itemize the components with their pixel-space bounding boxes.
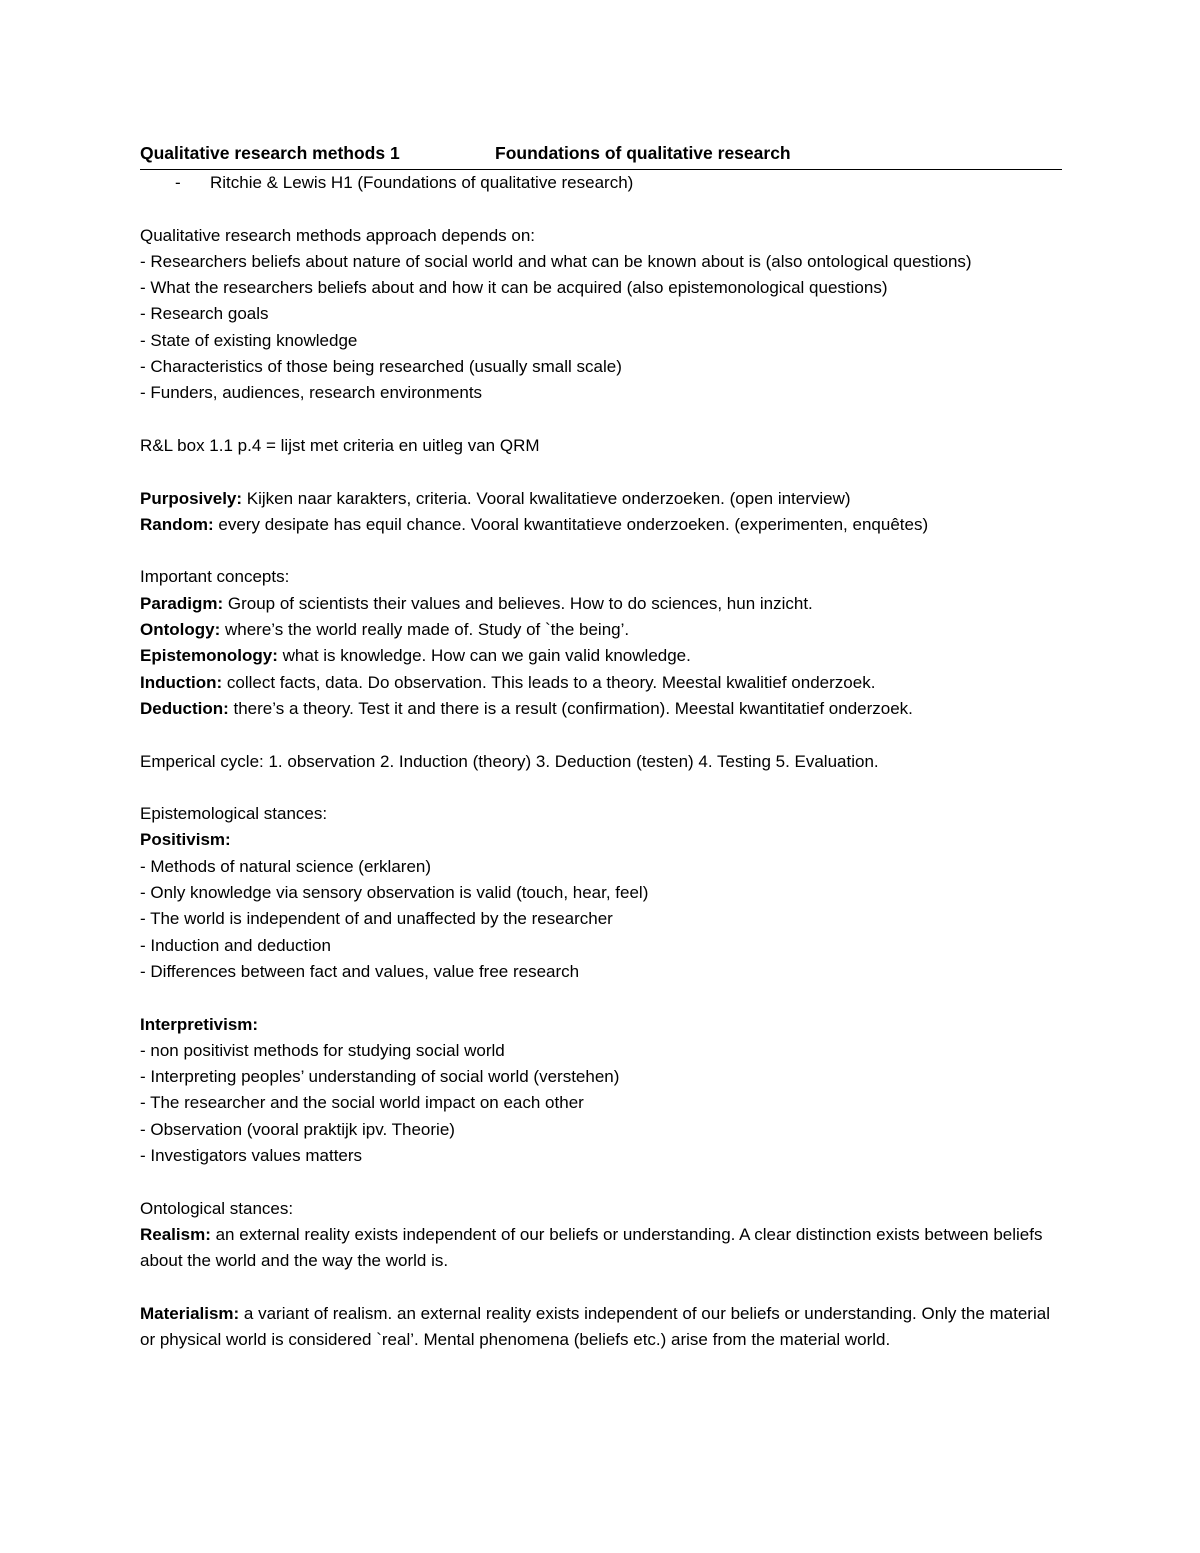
approach-item: - Funders, audiences, research environments <box>140 383 483 403</box>
interpretivism-item: - non positivist methods for studying social world <box>140 1040 505 1060</box>
concept-text: Group of scientists their values and believes. How to do sciences, hun inzicht. <box>223 593 813 613</box>
interpretivism-title-text: Interpretivism: <box>140 1014 259 1034</box>
concept-text: there’s a theory. Test it and there is a result (confirmation). Meestal kwantitatief onderzoek. <box>228 698 913 718</box>
sampling-text: every desipate has equil chance. Vooral kwantitatieve onderzoeken. (experimenten, enquêtes) <box>213 514 929 534</box>
concept-term: Epistemonology: <box>140 646 278 666</box>
concept-term: Ontology: <box>140 620 221 640</box>
ontological-heading: Ontological stances: <box>140 1198 294 1218</box>
positivism-title-text: Positivism: <box>140 830 231 850</box>
document-body <box>140 170 1070 1353</box>
document-header <box>140 143 1062 170</box>
approach-item: - Researchers beliefs about nature of social world and what can be known about is (also ontological questions) <box>140 251 972 271</box>
interpretivism-item: - Observation (vooral praktijk ipv. Theorie) <box>140 1119 455 1139</box>
realism-term: Realism: <box>140 1224 211 1244</box>
concept-term: Paradigm: <box>140 593 224 613</box>
approach-item: - Research goals <box>140 304 269 324</box>
concept-term: Deduction: <box>140 698 229 718</box>
reference-line <box>140 170 1070 196</box>
reference-dash: - <box>175 173 181 192</box>
concept-term: Induction: <box>140 672 223 692</box>
approach-item: - State of existing knowledge <box>140 330 358 350</box>
positivism-item: - Methods of natural science (erklaren) <box>140 856 432 876</box>
positivism-item: - The world is independent of and unaffected by the researcher <box>140 909 613 929</box>
realism-text: an external reality exists independent of our beliefs or understanding. A clear distinction exists between beliefs about the world and the way the world is. <box>140 1224 1043 1271</box>
interpretivism-title <box>140 1012 1070 1038</box>
concept-item <box>140 696 1070 722</box>
concepts-heading: Important concepts: <box>140 567 290 587</box>
interpretivism-item: - The researcher and the social world impact on each other <box>140 1093 584 1113</box>
approach-heading: Qualitative research methods approach depends on: <box>140 225 536 245</box>
materialism-paragraph <box>140 1301 1055 1354</box>
positivism-title <box>140 827 1070 853</box>
approach-item: - Characteristics of those being researched (usually small scale) <box>140 357 622 377</box>
sampling-item <box>140 512 1070 538</box>
concept-text: where’s the world really made of. Study of `the being’. <box>220 620 630 640</box>
interpretivism-item: - Interpreting peoples’ understanding of social world (verstehen) <box>140 1067 620 1087</box>
concept-item <box>140 617 1070 643</box>
epistemological-heading: Epistemological stances: <box>140 804 328 824</box>
chapter-title: Foundations of qualitative research <box>495 143 791 163</box>
concept-text: collect facts, data. Do observation. This leads to a theory. Meestal kwalitief onderzoek. <box>222 672 876 692</box>
positivism-item: - Induction and deduction <box>140 935 331 955</box>
sampling-text: Kijken naar karakters, criteria. Vooral kwalitatieve onderzoeken. (open interview) <box>242 488 851 508</box>
sampling-item <box>140 486 1070 512</box>
concept-item <box>140 670 1070 696</box>
sampling-term: Random: <box>140 514 214 534</box>
interpretivism-item: - Investigators values matters <box>140 1145 363 1165</box>
positivism-item: - Differences between fact and values, value free research <box>140 961 580 981</box>
materialism-term: Materialism: <box>140 1303 240 1323</box>
approach-item: - What the researchers beliefs about and how it can be acquired (also epistemonological questions) <box>140 278 888 298</box>
reference-text: Ritchie & Lewis H1 (Foundations of qualitative research) <box>210 173 634 192</box>
sampling-term: Purposively: <box>140 488 243 508</box>
positivism-item: - Only knowledge via sensory observation is valid (touch, hear, feel) <box>140 883 649 903</box>
concept-item <box>140 643 1070 669</box>
concept-item <box>140 591 1070 617</box>
realism-paragraph <box>140 1222 1055 1275</box>
box-note: R&L box 1.1 p.4 = lijst met criteria en uitleg van QRM <box>140 435 540 455</box>
empirical-cycle: Emperical cycle: 1. observation 2. Induction (theory) 3. Deduction (testen) 4. Testing 5. Evaluation. <box>140 751 879 771</box>
materialism-text: a variant of realism. an external reality exists independent of our beliefs or understanding. Only the material or physical world is considered `real’. Mental phenomena (beliefs etc.) arise from the material world. <box>140 1303 1050 1350</box>
concept-text: what is knowledge. How can we gain valid knowledge. <box>277 646 691 666</box>
course-title: Qualitative research methods 1 <box>140 143 400 163</box>
